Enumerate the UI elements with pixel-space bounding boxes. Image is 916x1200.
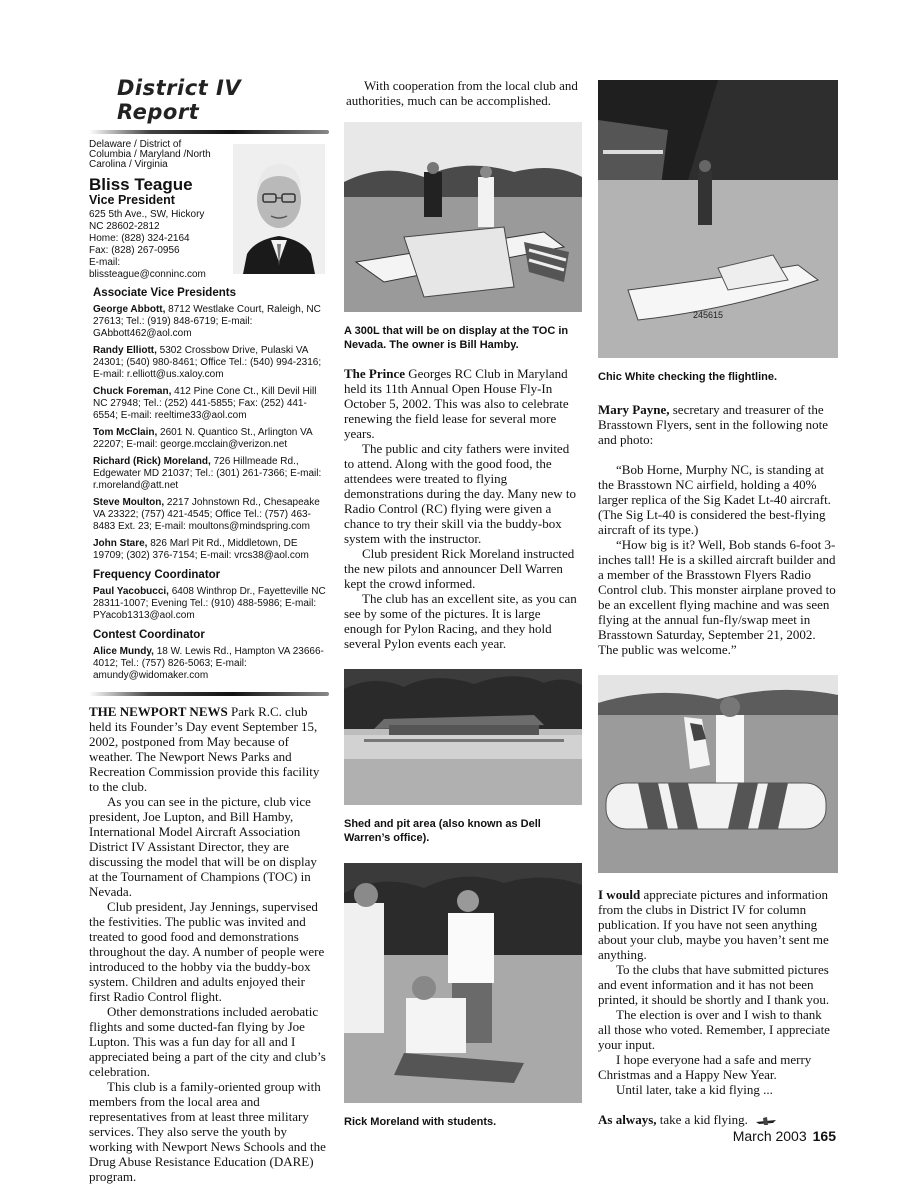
column-1 [89, 70, 329, 1184]
paragraph: The public and city fathers were invited to attend. Along with the good food, the attendees were treated to flying demonstrations during the day. Many new to Radio Control (RC) flying were given a chance to try their skill via the buddy-box system with the instructor. [344, 441, 577, 546]
vp-block [89, 140, 329, 280]
vp-fax: Fax: (828) 267-0956 [89, 245, 180, 256]
paragraph: Mary Payne, secretary and treasurer of the Brasstown Flyers, sent in the following note and photo: [598, 402, 829, 447]
bob-horne-kadet-photo [598, 675, 838, 873]
page-footer [733, 1128, 836, 1144]
page-number: 165 [812, 1128, 836, 1144]
closing-article [598, 887, 838, 1127]
issue-date: March 2003 [732, 1128, 807, 1144]
associate-entry: Richard (Rick) Moreland, 726 Hillmeade Rd., Edgewater MD 21037; Tel.: (301) 261-7366; E-mail: r.moreland@att.net [93, 456, 322, 491]
frequency-entry: Paul Yacobucci, 6408 Winthrop Dr., Fayetteville NC 28311-1007; Evening Tel.: (910) 488-5986; E-mail: PYacob1313@aol.com [93, 586, 326, 621]
vp-address: 625 5th Ave., SW, Hickory NC 28602-2812 [89, 209, 205, 232]
header-rule [89, 130, 329, 134]
aircraft-registration: 245615 [693, 310, 724, 320]
associates-heading: Associate Vice Presidents [93, 287, 236, 299]
photo-caption: A 300L that will be on display at the TOC in Nevada. The owner is Bill Hamby. [344, 325, 569, 351]
vp-name: Bliss Teague [89, 175, 193, 194]
paragraph: The election is over and I wish to thank all those who voted. Remember, I appreciate your input. [598, 1007, 830, 1052]
associate-entry: John Stare, 826 Marl Pit Rd., Middletown, DE 19709; (302) 376-7154; E-mail: vrcs38@aol.com [93, 538, 309, 561]
column-2 [344, 78, 582, 1129]
paragraph: “Bob Horne, Murphy NC, is standing at the Brasstown NC airfield, holding a 40% larger replica of the Sig Kadet Lt-40 aircraft. (The Sig Lt-40 is considered the best-flying aircraft of its type.) [598, 462, 831, 537]
vp-home-phone: Home: (828) 324-2164 [89, 233, 190, 244]
paragraph: As you can see in the picture, club vice president, Joe Lupton, and Bill Hamby, International Model Aircraft Association District IV Assistant Director, they are discussing the model that will be on display at the Tournament of Champions (TOC) in Nevada. [89, 794, 317, 899]
paragraph: Club president, Jay Jennings, supervised the festivities. The public was invited and treated to good food and demonstrations throughout the day. A number of people were introduced to the hobby via the buddy-box system. Children and adults enjoyed their first Radio Control flight. [89, 899, 325, 1004]
brasstown-article [598, 402, 838, 657]
vp-title: Vice President [89, 193, 175, 207]
vp-email: blissteague@conninc.com [89, 269, 206, 280]
section-rule [89, 692, 329, 696]
contest-heading: Contest Coordinator [93, 629, 205, 641]
paragraph: Other demonstrations included aerobatic flights and some ducted-fan flying by Joe Lupton. This was a fun day for all and I appreciated being a part of the city and club’s celebration. [89, 1004, 326, 1079]
intro-text [344, 78, 582, 108]
column-3 [598, 80, 838, 1127]
paragraph: This club is a family-oriented group with members from the local area and representatives from at least three military services. They also serve the youth by working with Newport News Schools and the Drug Abuse Resistance Education (DARE) program. [89, 1079, 326, 1184]
contest-entry: Alice Mundy, 18 W. Lewis Rd., Hampton VA 23666-4012; Tel.: (757) 826-5063; E-mail: amundy@widomaker.com [93, 646, 324, 681]
associate-entry: Chuck Foreman, 412 Pine Cone Ct., Kill Devil Hill NC 27948; Tel.: (252) 441-5855; Fax: (252) 441-6554; E-mail: reeltime33@aol.com [93, 386, 317, 421]
photo-caption: Chic White checking the flightline. [598, 371, 778, 383]
rick-moreland-students-photo [344, 863, 582, 1103]
associate-entry: Randy Elliott, 5302 Crossbow Drive, Pulaski VA 24301; (540) 980-8461; Office Tel.: (540) 994-2316; E-mail: r.elliott@us.xaloy.com [93, 345, 322, 380]
paragraph: THE NEWPORT NEWS Park R.C. club held its Founder’s Day event September 15, 2002, postponed from May because of weather. The Newport News Parks and Recreation Commission provide this facility to the club. [89, 704, 320, 794]
paragraph: I hope everyone had a safe and merry Christmas and a Happy New Year. [598, 1052, 812, 1082]
associate-entry: Steve Moulton, 2217 Johnstown Rd., Chesapeake VA 23322; (757) 421-4545; Office Tel.: (757) 463-8483 Ext. 23; E-mail: moultons@mindspring.com [93, 497, 320, 532]
paragraph: With cooperation from the local club and authorities, much can be accomplished. [346, 78, 578, 108]
paragraph: The Prince Georges RC Club in Maryland held its 11th Annual Open House Fly-In October 5, 2002. This was also to celebrate renewing the field lease for several more years. [344, 366, 569, 441]
photo-caption: Rick Moreland with students. [344, 1116, 497, 1128]
photo-caption: Shed and pit area (also known as Dell Warren’s office). [344, 818, 541, 844]
kid-flying-logo-icon [755, 1116, 777, 1126]
associate-entry: George Abbott, 8712 Westlake Court, Raleigh, NC 27613; Tel.: (919) 848-6719; E-mail: GAbbott462@aol.com [93, 304, 321, 339]
paragraph: As always, take a kid flying. [598, 1112, 838, 1127]
associate-entry: Tom McClain, 2601 N. Quantico St., Arlington VA 22207; E-mail: george.mcclain@verizon.net [93, 427, 313, 450]
newport-news-article [89, 704, 329, 1184]
vp-portrait-photo [233, 144, 325, 274]
paragraph: The club has an excellent site, as you can see by some of the pictures. It is large enough for Pylon Racing, and they hold several Pylon events each year. [344, 591, 577, 651]
paragraph: Club president Rick Moreland instructed the new pilots and announcer Dell Warren kept the crowd informed. [344, 546, 575, 591]
paragraph: To the clubs that have submitted pictures and event information and it has not been printed, it should be shortly and I thank you. [598, 962, 830, 1007]
paragraph: Until later, take a kid flying ... [616, 1082, 773, 1097]
page-title: District IV Report [117, 76, 242, 124]
prince-georges-article [344, 366, 582, 651]
aircraft-300l-photo [344, 122, 582, 312]
chic-white-flightline-photo [598, 80, 838, 358]
vp-region: Delaware / District of Columbia / Maryland /North Carolina / Virginia [89, 139, 211, 170]
paragraph: “How big is it? Well, Bob stands 6-foot 3-inches tall! He is a skilled aircraft builder and a member of the Brasstown Flyers Radio Control club. This monster airplane proved to be an excellent flying machine and was seen flying at the annual fun-fly/swap meet in Brasstown Saturday, September 21, 2002. The public was welcome.” [598, 537, 836, 657]
paragraph: I would appreciate pictures and information from the clubs in District IV for column publication. If you have not seen anything about your club, maybe you haven’t sent me anything. [598, 887, 829, 962]
vp-email-label: E-mail: [89, 257, 121, 268]
shed-pit-area-photo [344, 669, 582, 805]
frequency-heading: Frequency Coordinator [93, 569, 221, 581]
